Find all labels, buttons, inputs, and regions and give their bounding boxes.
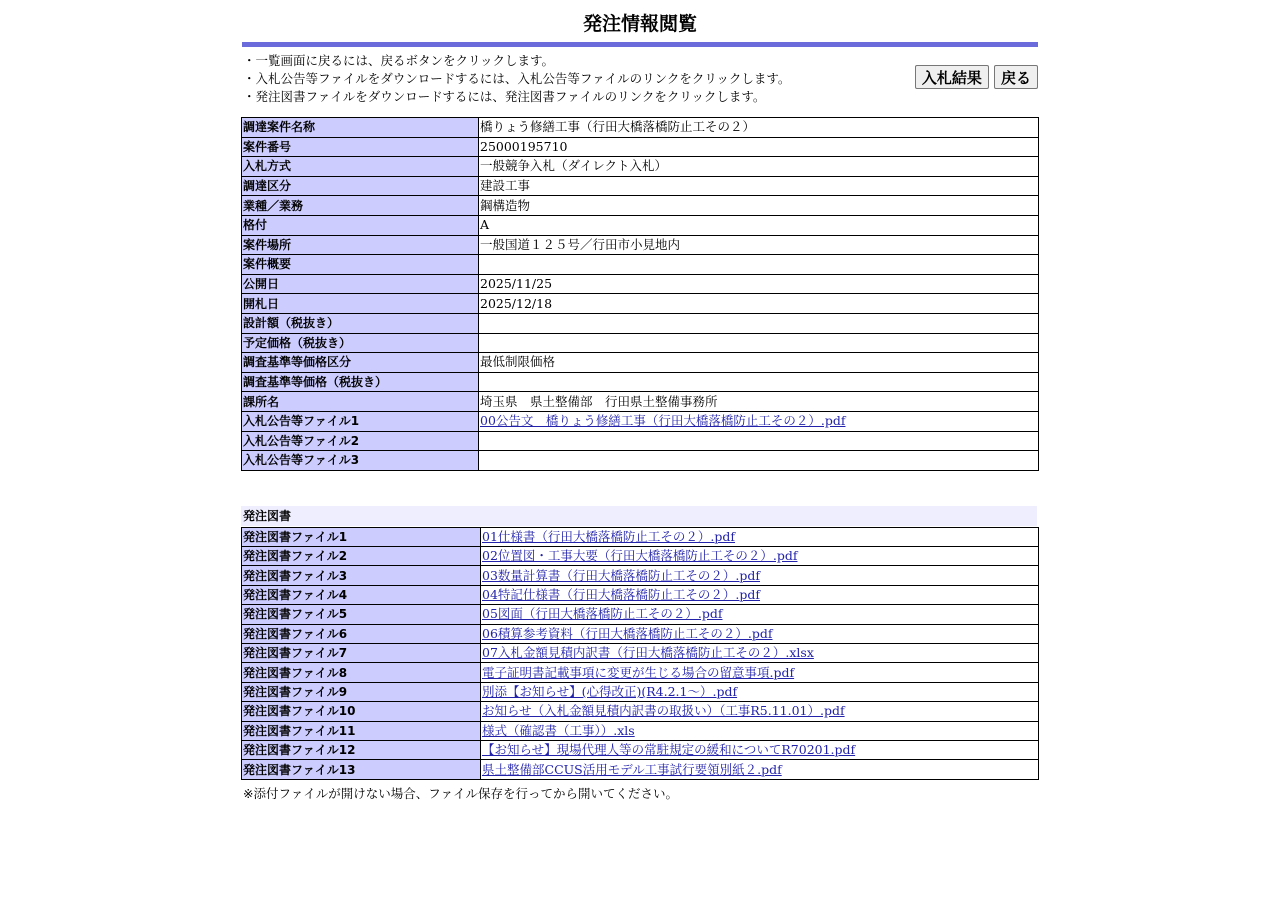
row-value	[479, 431, 1039, 451]
table-row	[242, 255, 1039, 275]
row-value	[479, 411, 1039, 431]
file-link[interactable]: 様式（確認書（工事））.xls	[482, 722, 635, 738]
row-value	[479, 313, 1039, 333]
row-label: 発注図書ファイル11	[242, 721, 481, 740]
row-value	[479, 333, 1039, 353]
instruction-line: ・発注図書ファイルをダウンロードするには、発注図書ファイルのリンクをクリックします。	[243, 89, 766, 104]
back-button[interactable]: 戻る	[994, 65, 1038, 89]
page-container	[241, 0, 1039, 802]
row-value	[481, 566, 1039, 585]
table-row	[242, 196, 1039, 216]
table-row	[242, 137, 1039, 157]
table-row	[242, 702, 1039, 721]
row-value: 埼玉県 県土整備部 行田県土整備事務所	[479, 392, 1039, 412]
table-row	[242, 176, 1039, 196]
table-row	[242, 118, 1039, 138]
row-value: A	[479, 215, 1039, 235]
instructions-block	[241, 52, 1039, 110]
table-row	[242, 451, 1039, 471]
file-link[interactable]: 05図面（行田大橋落橋防止工その２）.pdf	[482, 606, 723, 622]
file-link[interactable]: 県土整備部CCUS活用モデル工事試行要領別紙２.pdf	[482, 761, 782, 777]
table-row	[242, 372, 1039, 392]
row-label: 発注図書ファイル13	[242, 760, 481, 779]
row-label: 調査基準等価格（税抜き）	[242, 372, 479, 392]
row-value: 2025/11/25	[479, 274, 1039, 294]
row-value: 2025/12/18	[479, 294, 1039, 314]
row-label: 予定価格（税抜き）	[242, 333, 479, 353]
row-value	[481, 760, 1039, 779]
title-divider	[242, 42, 1038, 47]
row-value	[481, 721, 1039, 740]
table-row	[242, 294, 1039, 314]
row-value	[479, 451, 1039, 471]
row-value	[481, 682, 1039, 701]
row-label: 発注図書ファイル10	[242, 702, 481, 721]
row-value	[479, 372, 1039, 392]
table-row	[242, 411, 1039, 431]
documents-table	[241, 527, 1039, 780]
row-label: 入札方式	[242, 157, 479, 177]
row-label: 発注図書ファイル8	[242, 663, 481, 682]
file-link[interactable]: 00公告文 橋りょう修繕工事（行田大橋落橋防止工その２）.pdf	[480, 413, 846, 429]
row-label: 入札公告等ファイル2	[242, 431, 479, 451]
page-title: 発注情報閲覧	[582, 13, 697, 35]
row-label: 調達区分	[242, 176, 479, 196]
action-buttons	[915, 65, 1038, 89]
table-row	[242, 585, 1039, 604]
table-row	[242, 274, 1039, 294]
row-label: 公開日	[242, 274, 479, 294]
instruction-line: ・入札公告等ファイルをダウンロードするには、入札公告等ファイルのリンクをクリックします。	[243, 71, 791, 86]
table-row	[242, 624, 1039, 643]
table-row	[242, 333, 1039, 353]
table-row	[242, 431, 1039, 451]
row-label: 案件概要	[242, 255, 479, 275]
file-link[interactable]: 01仕様書（行田大橋落橋防止工その２）.pdf	[482, 528, 736, 544]
row-label: 課所名	[242, 392, 479, 412]
row-label: 調達案件名称	[242, 118, 479, 138]
table-row	[242, 157, 1039, 177]
row-label: 発注図書ファイル3	[242, 566, 481, 585]
row-label: 発注図書ファイル9	[242, 682, 481, 701]
table-row	[242, 527, 1039, 546]
row-label: 格付	[242, 215, 479, 235]
row-value	[481, 547, 1039, 566]
row-value: 最低制限価格	[479, 353, 1039, 373]
row-value: 橋りょう修繕工事（行田大橋落橋防止工その２）	[479, 118, 1039, 138]
row-label: 発注図書ファイル5	[242, 605, 481, 624]
row-value	[481, 702, 1039, 721]
file-link[interactable]: お知らせ（入札金額見積内訳書の取扱い）（工事R5.11.01）.pdf	[482, 703, 845, 719]
row-value	[481, 740, 1039, 759]
row-value: 建設工事	[479, 176, 1039, 196]
row-label: 設計額（税抜き）	[242, 313, 479, 333]
table-row	[242, 721, 1039, 740]
row-label: 発注図書ファイル6	[242, 624, 481, 643]
footnote: ※添付ファイルが開けない場合、ファイル保存を行ってから開いてください。	[243, 785, 678, 801]
row-value: 一般国道１２５号／行田市小見地内	[479, 235, 1039, 255]
file-link[interactable]: 07入札金額見積内訳書（行田大橋落橋防止工その２）.xlsx	[482, 645, 814, 661]
row-label: 発注図書ファイル1	[242, 527, 481, 546]
row-label: 案件場所	[242, 235, 479, 255]
row-label: 入札公告等ファイル1	[242, 411, 479, 431]
row-label: 発注図書ファイル2	[242, 547, 481, 566]
row-label: 案件番号	[242, 137, 479, 157]
table-row	[242, 740, 1039, 759]
file-link[interactable]: 03数量計算書（行田大橋落橋防止工その２）.pdf	[482, 567, 761, 583]
file-link[interactable]: 別添【お知らせ】(心得改正)(R4.2.1～）.pdf	[482, 684, 738, 699]
table-row	[242, 663, 1039, 682]
table-row	[242, 313, 1039, 333]
table-row	[242, 547, 1039, 566]
row-value: 鋼構造物	[479, 196, 1039, 216]
case-info-table	[241, 117, 1039, 471]
row-value: 一般競争入札（ダイレクト入札）	[479, 157, 1039, 177]
file-link[interactable]: 電子証明書記載事項に変更が生じる場合の留意事項.pdf	[482, 664, 795, 680]
table-row	[242, 605, 1039, 624]
file-link[interactable]: 04特記仕様書（行田大橋落橋防止工その２）.pdf	[482, 587, 761, 603]
file-link[interactable]: 06積算参考資料（行田大橋落橋防止工その２）.pdf	[482, 625, 773, 641]
table-row	[242, 682, 1039, 701]
table-row	[242, 235, 1039, 255]
instruction-line: ・一覧画面に戻るには、戻るボタンをクリックします。	[243, 53, 555, 68]
bid-result-button[interactable]: 入札結果	[915, 65, 989, 89]
row-value	[481, 605, 1039, 624]
table-row	[242, 392, 1039, 412]
row-value	[481, 624, 1039, 643]
table-row	[242, 566, 1039, 585]
row-label: 開札日	[242, 294, 479, 314]
row-label: 入札公告等ファイル3	[242, 451, 479, 471]
row-label: 調査基準等価格区分	[242, 353, 479, 373]
row-value	[481, 585, 1039, 604]
row-value	[481, 527, 1039, 546]
table-row	[242, 353, 1039, 373]
table-row	[242, 215, 1039, 235]
table-row	[242, 760, 1039, 779]
documents-heading: 発注図書	[241, 506, 1037, 526]
table-row	[242, 644, 1039, 663]
row-label: 発注図書ファイル7	[242, 644, 481, 663]
file-link[interactable]: 02位置図・工事大要（行田大橋落橋防止工その２）.pdf	[482, 548, 798, 564]
row-label: 発注図書ファイル12	[242, 740, 481, 759]
file-link[interactable]: 【お知らせ】現場代理人等の常駐規定の緩和についてR70201.pdf	[482, 742, 856, 758]
row-value	[479, 255, 1039, 275]
row-value	[481, 644, 1039, 663]
row-label: 業種／業務	[242, 196, 479, 216]
row-value: 25000195710	[479, 137, 1039, 157]
row-value	[481, 663, 1039, 682]
row-label: 発注図書ファイル4	[242, 585, 481, 604]
